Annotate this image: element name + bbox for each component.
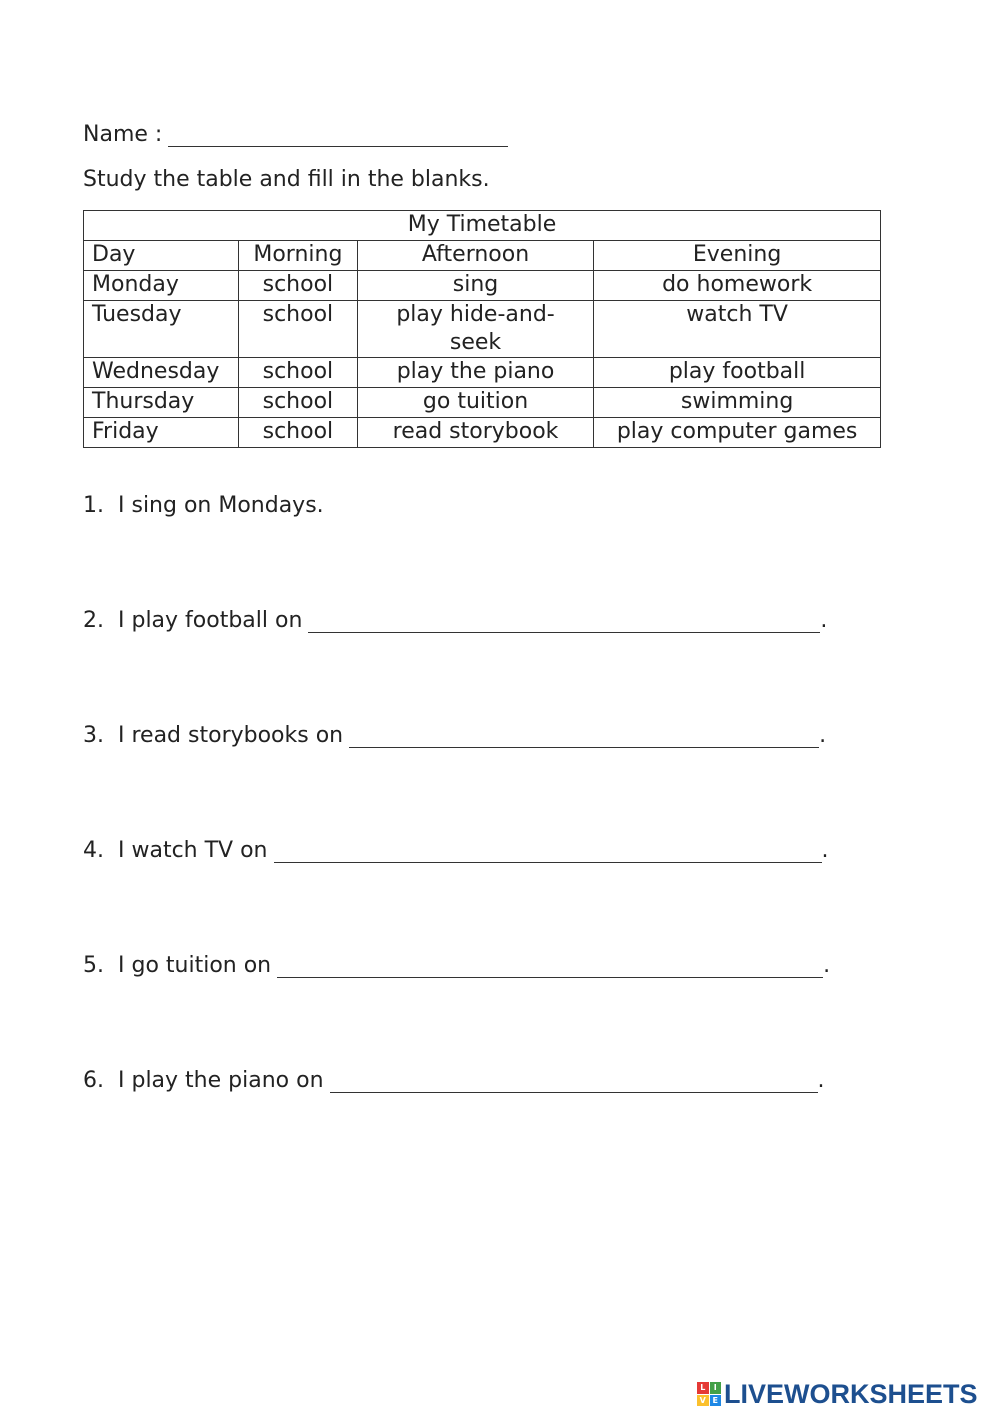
timetable-title: My Timetable xyxy=(84,211,881,241)
table-row xyxy=(84,358,881,388)
question-1 xyxy=(83,493,324,518)
column-header: Evening xyxy=(594,241,881,271)
column-header: Morning xyxy=(238,241,357,271)
question-3 xyxy=(83,723,826,748)
table-cell: school xyxy=(238,271,357,301)
table-cell: school xyxy=(238,388,357,418)
name-field-row xyxy=(83,122,508,147)
table-row xyxy=(84,418,881,448)
table-cell: Thursday xyxy=(84,388,239,418)
table-cell: read storybook xyxy=(357,418,593,448)
question-text: I watch TV on xyxy=(118,838,268,863)
question-number: 3. xyxy=(83,723,104,748)
answer-blank[interactable] xyxy=(277,955,823,978)
logo-badge-letter: I xyxy=(710,1382,722,1394)
table-cell: play football xyxy=(594,358,881,388)
table-cell: Friday xyxy=(84,418,239,448)
table-cell: go tuition xyxy=(357,388,593,418)
name-label: Name : xyxy=(83,122,163,147)
table-cell: swimming xyxy=(594,388,881,418)
question-text: I sing on Mondays. xyxy=(118,493,324,518)
question-4 xyxy=(83,838,829,863)
table-cell: watch TV xyxy=(594,301,881,358)
question-end: . xyxy=(823,953,831,978)
question-end: . xyxy=(821,838,829,863)
question-number: 4. xyxy=(83,838,104,863)
question-text: I go tuition on xyxy=(118,953,272,978)
column-header: Afternoon xyxy=(357,241,593,271)
logo-badge-letter: L xyxy=(697,1382,709,1394)
name-blank[interactable] xyxy=(168,124,508,147)
table-row xyxy=(84,388,881,418)
question-number: 1. xyxy=(83,493,104,518)
table-header-row xyxy=(84,241,881,271)
question-5 xyxy=(83,953,830,978)
logo-badge-icon xyxy=(697,1382,721,1406)
table-row xyxy=(84,301,881,358)
question-end: . xyxy=(820,608,828,633)
table-cell: school xyxy=(238,301,357,358)
table-cell: play hide-and-seek xyxy=(357,301,593,358)
answer-blank[interactable] xyxy=(308,610,820,633)
table-cell: do homework xyxy=(594,271,881,301)
logo-badge-letter: V xyxy=(697,1395,709,1407)
table-cell: play the piano xyxy=(357,358,593,388)
answer-blank[interactable] xyxy=(349,725,819,748)
table-cell: school xyxy=(238,418,357,448)
table-cell: Tuesday xyxy=(84,301,239,358)
logo-text: LIVEWORKSHEETS xyxy=(724,1378,978,1409)
question-text: I read storybooks on xyxy=(118,723,344,748)
table-row xyxy=(84,271,881,301)
question-2 xyxy=(83,608,827,633)
instruction-text: Study the table and fill in the blanks. xyxy=(83,167,490,192)
question-end: . xyxy=(819,723,827,748)
table-cell: Monday xyxy=(84,271,239,301)
table-cell: Wednesday xyxy=(84,358,239,388)
question-number: 6. xyxy=(83,1068,104,1093)
column-header: Day xyxy=(84,241,239,271)
timetable xyxy=(83,210,881,448)
answer-blank[interactable] xyxy=(330,1070,818,1093)
logo-badge-letter: E xyxy=(710,1395,722,1407)
question-end: . xyxy=(817,1068,825,1093)
question-text: I play football on xyxy=(118,608,303,633)
liveworksheets-logo xyxy=(697,1380,978,1408)
question-number: 5. xyxy=(83,953,104,978)
question-6 xyxy=(83,1068,825,1093)
answer-blank[interactable] xyxy=(274,840,822,863)
question-number: 2. xyxy=(83,608,104,633)
table-cell: sing xyxy=(357,271,593,301)
table-cell: play computer games xyxy=(594,418,881,448)
question-text: I play the piano on xyxy=(118,1068,324,1093)
table-cell: school xyxy=(238,358,357,388)
